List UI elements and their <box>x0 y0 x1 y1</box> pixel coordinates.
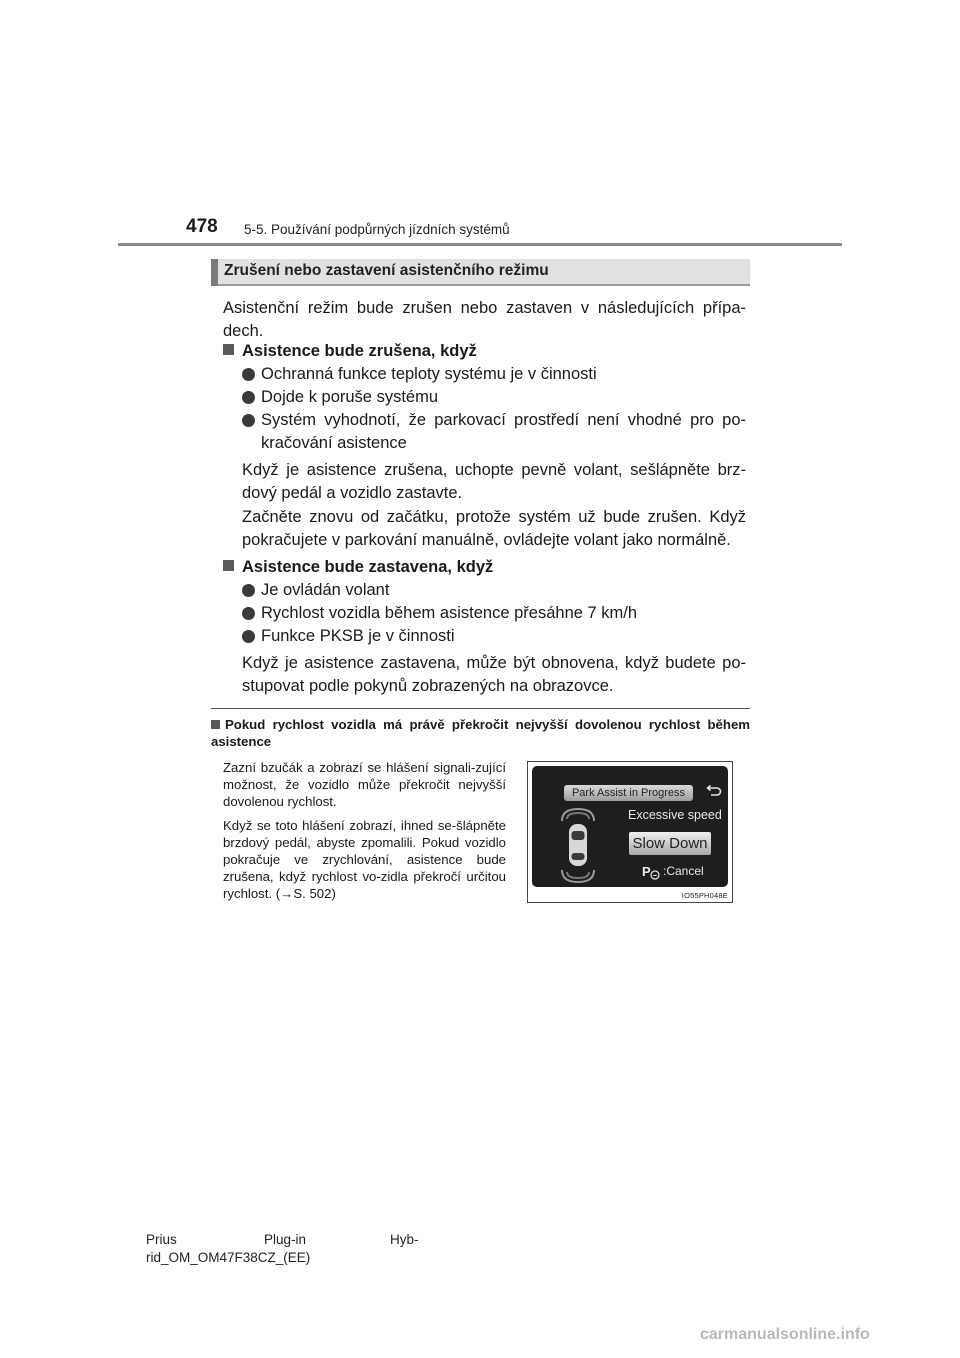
back-arrow-icon <box>704 783 722 801</box>
list-item-text: Je ovládán volant <box>261 581 390 599</box>
section-banner <box>211 259 750 286</box>
cancel-paragraph-1: Když je asistence zrušena, uchopte pevně volant, sešlápněte brz-dový pedál a vozidlo zastavte. <box>242 461 746 502</box>
note-heading <box>211 716 750 750</box>
park-assist-status-pill: Park Assist in Progress <box>564 785 693 801</box>
footer-model: Prius <box>146 1232 177 1247</box>
parking-p-icon <box>642 864 660 880</box>
footer <box>146 1231 446 1267</box>
figure-code: IO55PH048E <box>681 891 728 900</box>
section-divider <box>211 708 750 709</box>
car-top-view-icon <box>558 807 598 884</box>
stop-subheading-text: Asistence bude zastavena, když <box>242 558 494 576</box>
svg-text:P: P <box>642 864 651 879</box>
watermark: carmanualsonline.info <box>700 1326 870 1343</box>
bullet-dot-icon <box>242 368 255 381</box>
footer-variant: Plug-in <box>264 1232 307 1247</box>
stop-paragraph: Když je asistence zastavena, může být obnovena, když budete po-stupovat podle pokynů zobrazených na obrazovce. <box>242 654 746 695</box>
page-number: 478 <box>186 216 218 237</box>
note-heading-text: Pokud rychlost vozidla má právě překročit nejvyšší dovolenou rychlost během asistence <box>211 717 750 749</box>
banner-accent-bar <box>211 259 218 286</box>
list-item <box>242 625 746 648</box>
footer-type: Hyb- <box>390 1232 419 1247</box>
list-item-text: Systém vyhodnotí, že parkovací prostředí není vhodné pro po-kračování asistence <box>261 411 746 452</box>
square-bullet-icon <box>223 344 234 355</box>
list-item <box>242 579 746 602</box>
figure-park-assist-screen <box>527 761 733 903</box>
note-paragraph-2: Když se toto hlášení zobrazí, ihned se-šlápněte brzdový pedál, abyste zpomalili. Pokud vozidlo pokračuje ve zrychlování, asistence bude zrušena, když rychlost vo-zidla překročí určitou rychlost. (→S. 502) <box>223 818 506 901</box>
cancel-subheading <box>223 340 477 363</box>
list-item-text: Funkce PKSB je v činnosti <box>261 627 455 645</box>
bullet-dot-icon <box>242 584 255 597</box>
list-item <box>242 386 746 409</box>
square-bullet-icon <box>211 720 220 729</box>
list-item-text: Ochranná funkce teploty systému je v činnosti <box>261 365 597 383</box>
cancel-subheading-text: Asistence bude zrušena, když <box>242 342 477 360</box>
excessive-speed-message: Excessive speed <box>628 808 722 822</box>
bullet-dot-icon <box>242 607 255 620</box>
list-item <box>242 363 746 386</box>
intro-paragraph: Asistenční režim bude zrušen nebo zastaven v následujících přípa-dech. <box>223 299 746 340</box>
stop-subheading <box>223 556 493 579</box>
list-item <box>242 409 746 455</box>
header-divider <box>118 243 842 246</box>
cancel-label: :Cancel <box>663 864 704 878</box>
cancel-paragraph-2: Začněte znovu od začátku, protože systém už bude zrušen. Když pokračujete v parkování manuálně, ovládejte volant jako normálně. <box>242 508 746 549</box>
section-title: Zrušení nebo zastavení asistenčního režimu <box>224 262 549 279</box>
square-bullet-icon <box>223 560 234 571</box>
bullet-dot-icon <box>242 391 255 404</box>
bullet-dot-icon <box>242 414 255 427</box>
list-item-text: Dojde k poruše systému <box>261 388 438 406</box>
slow-down-button: Slow Down <box>629 832 711 855</box>
note-paragraph-1: Zazní bzučák a zobrazí se hlášení signali-zující možnost, že vozidlo může překročit nejvyšší dovolenou rychlost. <box>223 760 506 809</box>
footer-document-code: rid_OM_OM47F38CZ_(EE) <box>146 1250 311 1265</box>
list-item-text: Rychlost vozidla během asistence přesáhne 7 km/h <box>261 604 638 622</box>
bullet-dot-icon <box>242 630 255 643</box>
chapter-title: 5-5. Používání podpůrných jízdních systémů <box>244 222 510 237</box>
display-screen <box>532 766 728 887</box>
list-item <box>242 602 746 625</box>
